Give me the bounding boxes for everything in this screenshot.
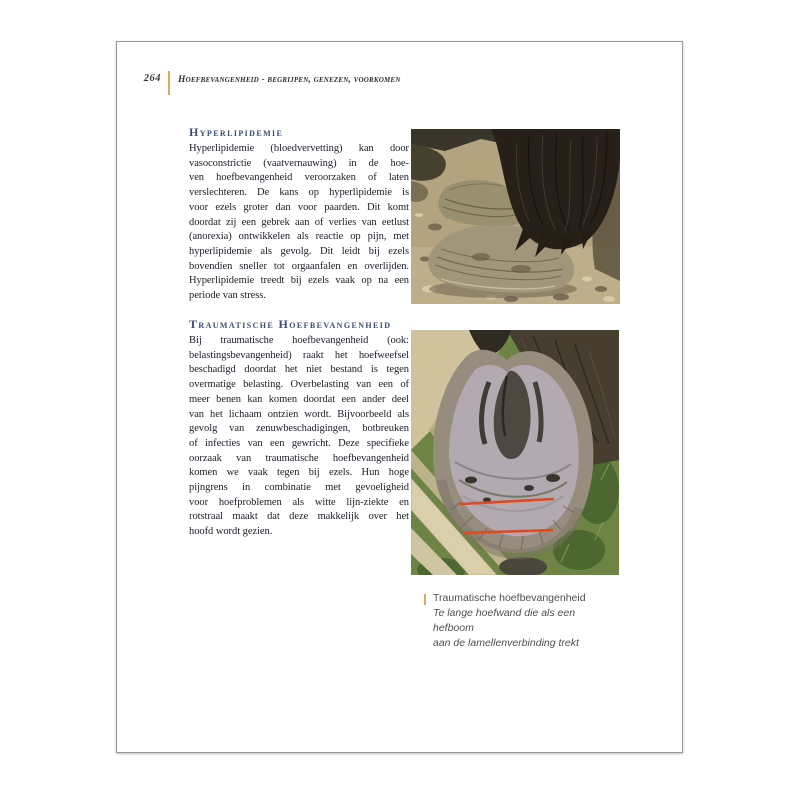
text-line: pijngrens in combinatie met gevoeligheid [189,482,409,494]
text-line: vasoconstrictie (vaatvernauwing) in de hoe- [189,157,409,169]
text-line: Bij traumatische hoefbevangenheid (ook: [189,335,409,346]
text-line: hyperlipidemie als gevolg. Dit leidt bij ezels [189,245,409,257]
text-line: oorzaak van traumatische hoefbevangenheid [189,452,409,464]
caption-description [433,606,614,651]
paragraph-traumatische-hoefbevangenheid [189,334,409,540]
text-line: rotstraal maakt dat deze makkelijk over het [189,511,409,523]
text-line: gevolg van zenuwbeschadigingen, botbreuken [189,423,409,435]
text-line: van het lichaam ontzien wordt. Bijvoorbeeld als [189,408,409,420]
text-line: belastingsbevangenheid) raakt het hoefweefsel [189,349,409,361]
text-line: voor ezels groter dan voor paarden. Dit komt [189,201,409,213]
text-line: bovendien sneller tot orgaanfalen en overlijden. [189,260,409,272]
text-line: aan de lamellenverbinding trekt [433,637,579,649]
page-number: 264 [143,73,161,84]
photo-hoof-sole-annotated [411,330,619,575]
text-line: Hyperlipidemie treedt bij ezels vaak op na een [189,275,409,287]
text-line: doordat zij een gebrek aan of verlies van eetlust [189,216,409,228]
text-line: voor hoefproblemen als witte lijn-ziekte en [189,496,409,508]
paragraph-hyperlipidemie [189,142,409,304]
text-line: periode van stress. [189,290,266,302]
text-line: hoofd wordt gezien. [189,526,273,538]
header-divider-rule [168,71,170,95]
text-line: verslechteren. De kans op hyperlipidemie is [189,187,409,199]
running-title: Hoefbevangenheid - begrijpen, genezen, voorkomen [178,75,401,85]
text-line: overmatige belasting. Overbelasting van een of [189,379,409,391]
photo-donkey-overgrown-hooves-illustration [411,129,620,304]
book-page [116,41,683,753]
text-line: of infecties van een gewricht. Deze specifieke [189,437,409,449]
text-line: meer benen kan komen doordat een ander deel [189,393,409,405]
text-line: ven hoefbevangenheid veroorzaken of laten [189,172,409,184]
caption-title: Traumatische hoefbevangenheid [433,592,586,604]
section-heading-traumatische-hoefbevangenheid: Traumatische Hoefbevangenheid [189,317,392,331]
text-line: komen we vaak tegen bij ezels. Hun hoge [189,467,409,479]
text-line: beschadigd doordat het niet bestand is tegen [189,364,409,376]
text-line: Hyperlipidemie (bloedvervetting) kan door [189,143,409,154]
photo-donkey-overgrown-hooves [411,129,620,304]
caption-tick-mark [424,594,426,605]
photo-hoof-sole-illustration [411,330,619,575]
figure-caption [424,591,614,651]
section-heading-hyperlipidemie: Hyperlipidemie [189,125,284,139]
text-line: Te lange hoefwand die als een hefboom [433,607,576,634]
text-line: (anorexia) ontwikkelen als reactie op pijn, met [189,231,409,243]
